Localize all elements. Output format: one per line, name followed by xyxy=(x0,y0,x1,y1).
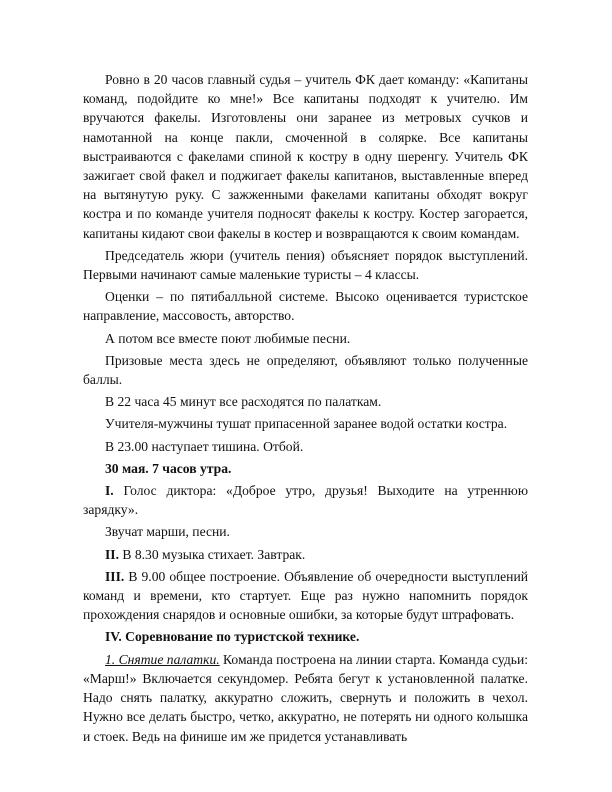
heading-may-30: 30 мая. 7 часов утра. xyxy=(105,460,232,476)
item-2 xyxy=(83,545,528,564)
item-1-number: I. xyxy=(105,483,114,499)
item-2-text: В 8.30 музыка стихает. Завтрак. xyxy=(118,546,306,562)
item-1 xyxy=(83,481,528,519)
paragraph-songs: А потом все вместе поют любимые песни. xyxy=(105,330,351,346)
heading-iv: IV. Соревнование по туристской технике. xyxy=(105,629,360,645)
item-3-text: В 9.00 общее построение. Объявление об очередности выступлений команд и времени, кто стартует. Еще раз нужно напомнить порядок прохождения снарядов и основные ошибки, за которые будут штрафовать. xyxy=(83,568,528,623)
paragraph-places: Призовые места здесь не определяют, объявляют только полученные баллы. xyxy=(83,352,528,388)
item-1-text: Голос диктора: «Доброе утро, друзья! Выходите на утреннюю зарядку». xyxy=(83,483,528,518)
item-2-number: II. xyxy=(105,546,119,562)
paragraph-silence: В 23.00 наступает тишина. Отбой. xyxy=(105,438,304,454)
item-tent-title: 1. Снятие палатки. xyxy=(105,651,220,667)
item-3 xyxy=(83,567,528,625)
item-tent-text: Команда построена на линии старта. Команда судьи: «Марш!» Включается секундомер. Ребята бегут к установленной палатке. Надо снять палатку, аккуратно сложить, свернуть и положить в чехол. Нужно все делать быстро, четко, аккуратно, не потерять ни одного колышка и стоек. Ведь на финише им же придется устанавливать xyxy=(83,651,528,744)
paragraph-tents: В 22 часа 45 минут все расходятся по палаткам. xyxy=(105,394,382,410)
item-1-extra: Звучат марши, песни. xyxy=(105,524,230,540)
paragraph-fire: Учителя-мужчины тушат припасенной заранее водой остатки костра. xyxy=(105,416,508,432)
paragraph-scores: Оценки – по пятибалльной системе. Высоко оценивается туристское направление, массовость, авторство. xyxy=(83,289,528,324)
paragraph-jury: Председатель жюри (учитель пения) объясняет порядок выступлений. Первыми начинают самые маленькие туристы – 4 классы. xyxy=(83,247,528,283)
item-3-number: III. xyxy=(105,568,125,584)
paragraph-torches: Ровно в 20 часов главный судья – учитель ФК дает команду: «Капитаны команд, подойдите ко мне!» Все капитаны подходят к учителю. Им вручаются факелы. Изготовлены они заранее из метровых сучков и намотанной на конце пакли, смоченной в солярке. Все капитаны выстраиваются с факелами спиной к костру в одну шеренгу. Учитель ФК зажигает свой факел и поджигает факелы капитанов, выставленные вперед на вытянутую руку. С зажженными факелами капитаны обходят вокруг костра и по команде учителя подносят факелы к костру. Костер загорается, капитаны кидают свои факелы в костер и возвращаются к своим командам. xyxy=(83,72,528,241)
document-page xyxy=(83,70,528,746)
item-tent xyxy=(83,650,528,746)
